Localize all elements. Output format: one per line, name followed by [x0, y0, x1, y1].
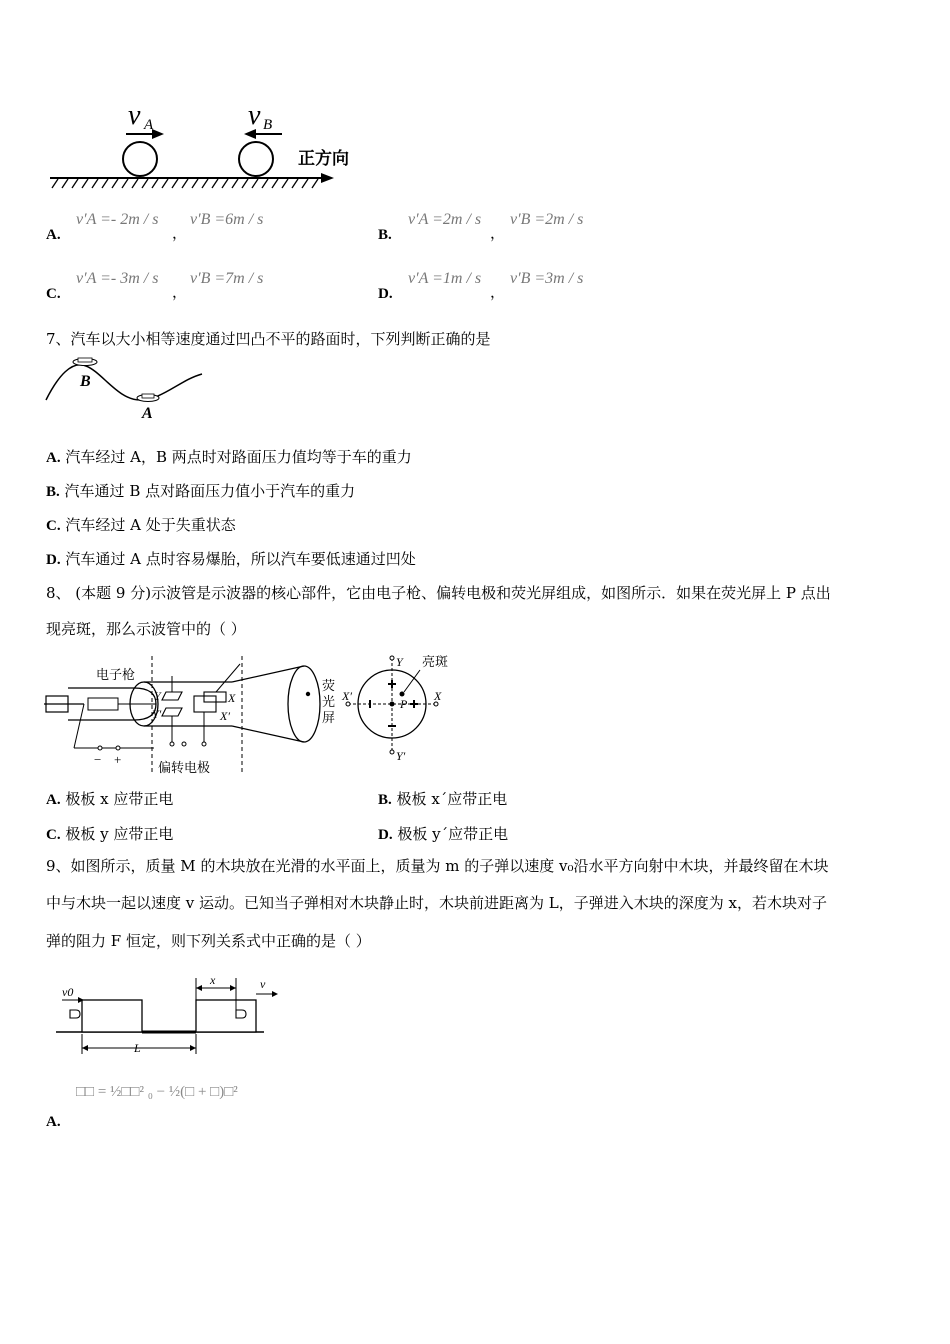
q8-stem-line1: 8、 (本题 9 分)示波管是示波器的核心部件，它由电子枪、偏转电极和荧光屏组成，如图所示．如果在荧光屏上 P 点出 [46, 584, 831, 602]
q7-option-b[interactable]: B. 汽车通过 B 点对路面压力值小于汽车的重力 [46, 482, 356, 500]
q7-stem: 7、汽车以大小相等速度通过凹凸不平的路面时，下列判断正确的是 [46, 330, 491, 348]
minus-label: − [94, 752, 102, 767]
ball-b [239, 142, 273, 176]
q8-option-b[interactable]: B. 极板 x´应带正电 [378, 790, 508, 808]
bullet-block-figure [54, 972, 290, 1066]
l-label: L [134, 1041, 141, 1055]
q6-option-b-letter[interactable]: B. [378, 227, 392, 243]
q7-option-d[interactable]: D. 汽车通过 A 点时容易爆胎，所以汽车要低速通过凹处 [46, 550, 416, 568]
screen-y-prime-label: Y′ [396, 749, 406, 763]
q6-option-b-va: v′A =2m / s [408, 211, 482, 228]
x-label: x [210, 973, 216, 987]
v0-label: v0 [62, 985, 74, 999]
point-a-label: A [142, 405, 153, 422]
q9-stem-line2: 中与木块一起以速度 v 运动。已知当子弹相对木块静止时，木块前进距离为 L，子弹进入木块的深度为 x，若木块对子 [46, 894, 827, 912]
oscilloscope-figure [44, 652, 464, 780]
road-figure [44, 356, 206, 422]
plate-x-prime-label: X′ [220, 709, 230, 723]
q6-option-d-vb: v′B =3m / s [510, 270, 584, 287]
q6-option-d-letter[interactable]: D. [378, 286, 393, 302]
q6-option-b-vb: v′B =2m / s [510, 211, 584, 228]
plate-x-label: X [228, 691, 236, 705]
ball-a [123, 142, 157, 176]
q9-stem-line3: 弹的阻力 F 恒定，则下列关系式中正确的是（ ） [46, 932, 371, 950]
velocity-a-label: v [128, 100, 141, 131]
gun-label: 电子枪 [96, 667, 136, 682]
screen-x-label: X [434, 689, 442, 703]
q9-option-a-letter[interactable]: A. [46, 1114, 61, 1130]
deflect-label: 偏转电极 [158, 760, 211, 775]
q6-option-c-vb: v′B =7m / s [190, 270, 264, 287]
q7-option-a[interactable]: A. 汽车经过 A，B 两点时对路面压力值均等于车的重力 [46, 448, 412, 466]
screen-x-prime-label: X′ [342, 689, 352, 703]
q9-stem-line1: 9、如图所示，质量 M 的木块放在光滑的水平面上，质量为 m 的子弹以速度 v₀沿水平方向射中木块，并最终留在木块 [46, 857, 829, 875]
q6-option-c-letter[interactable]: C. [46, 286, 61, 302]
q8-option-c[interactable]: C. 极板 y 应带正电 [46, 825, 174, 843]
car-b-icon [73, 358, 97, 366]
spot-label: 亮斑 [422, 654, 449, 669]
plus-label: + [114, 752, 122, 767]
q6-option-c-va: v′A =- 3m / s [76, 270, 159, 287]
plate-y-label: Y [154, 689, 161, 703]
car-a-icon [137, 394, 159, 402]
point-b-label: B [80, 373, 91, 390]
q6-option-a-letter[interactable]: A. [46, 227, 61, 243]
q6-option-a-va: v′A =- 2m / s [76, 211, 159, 228]
screen-y-label: Y [396, 655, 403, 669]
velocity-b-label: v [248, 100, 261, 131]
q8-stem-line2: 现亮斑，那么示波管中的（ ） [46, 620, 246, 638]
q8-option-a[interactable]: A. 极板 x 应带正电 [46, 790, 174, 808]
collision-figure [44, 98, 364, 190]
q8-option-d[interactable]: D. 极板 y´应带正电 [378, 825, 509, 843]
q6-option-d-va: v′A =1m / s [408, 270, 482, 287]
svg-text:A: A [144, 117, 154, 133]
plate-y-prime-label: Y′ [152, 707, 162, 721]
screen-label: 荧光屏 [322, 678, 336, 725]
svg-text:B: B [263, 117, 273, 133]
screen-p-label: P [400, 697, 408, 711]
q6-option-a-vb: v′B =6m / s [190, 211, 264, 228]
q9-option-a-formula: □□ = ½□□² ₀ − ½(□ + □)□² [76, 1084, 238, 1100]
v-label: v [260, 977, 266, 991]
direction-label: 正方向 [298, 149, 349, 168]
q7-option-c[interactable]: C. 汽车经过 A 处于失重状态 [46, 516, 236, 534]
